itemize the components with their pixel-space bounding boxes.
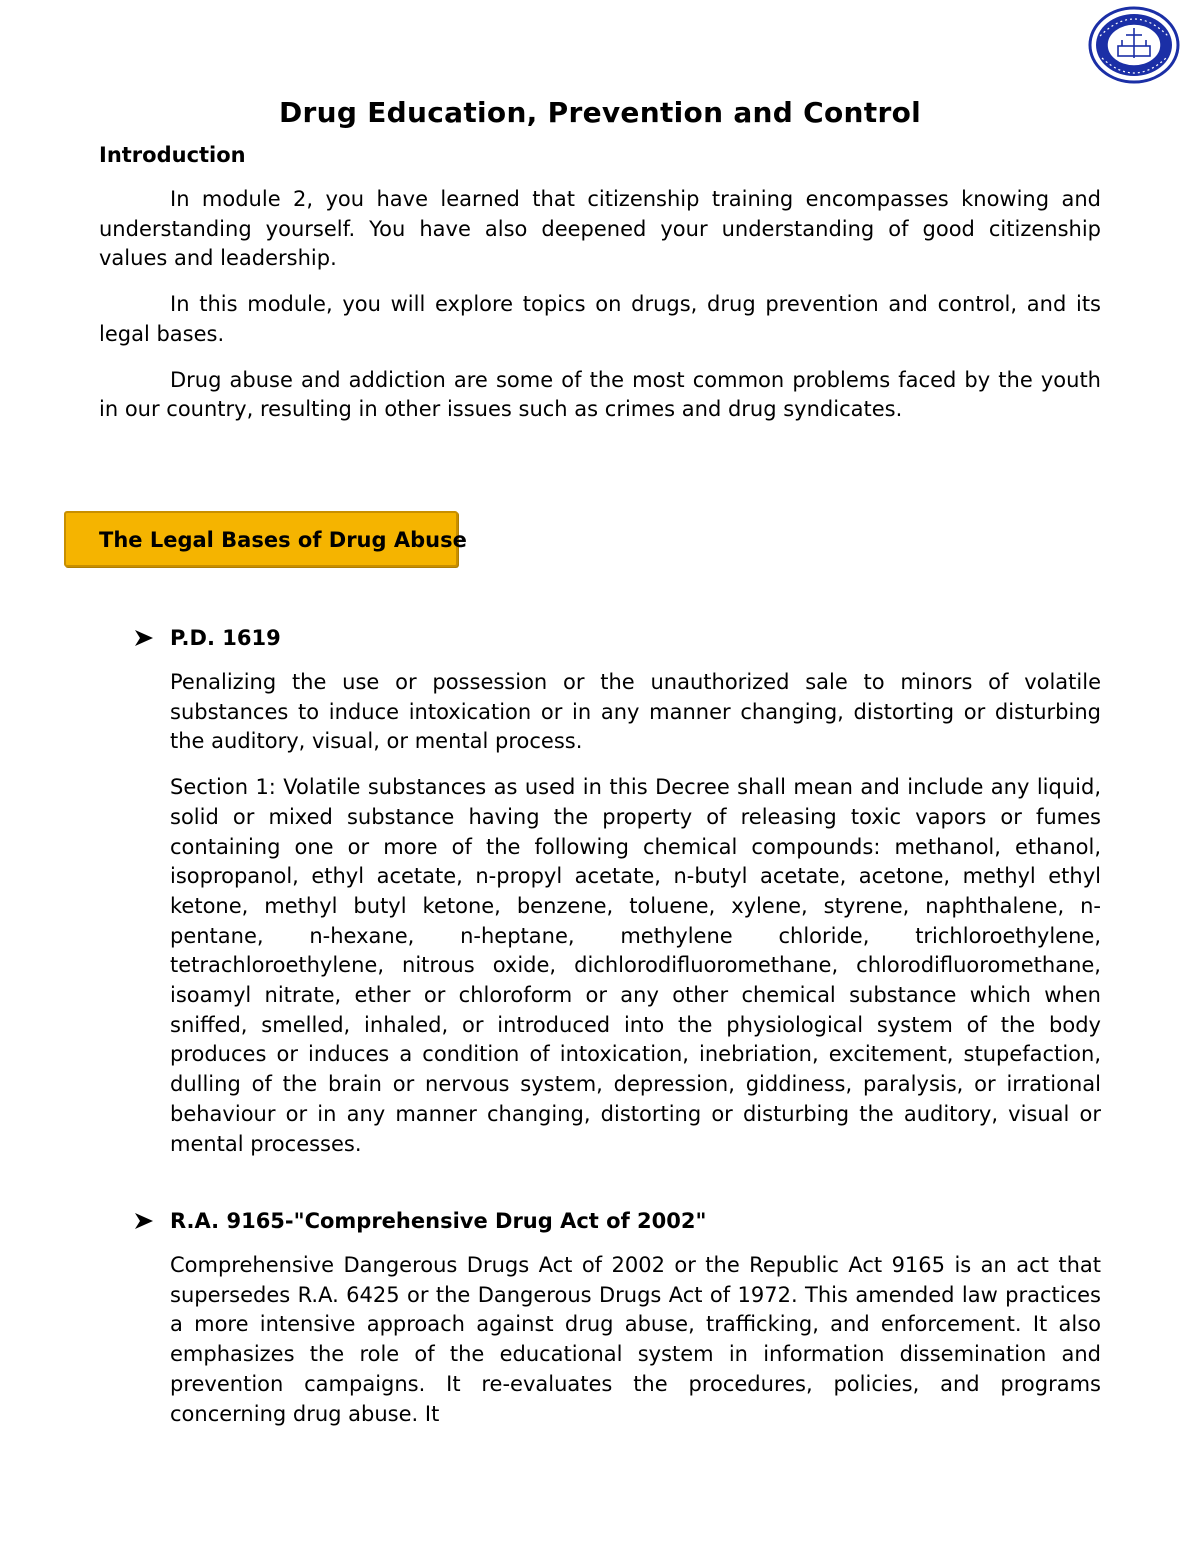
law-paragraph: Section 1: Volatile substances as used in this Decree shall mean and include any liquid, solid or mixed substance having the property of releasing toxic vapors or fumes containing one or more of the following chemical compounds: methanol, ethanol, isopropanol, ethyl acetate, n-propyl acetate, n-butyl acetate, acetone, methyl ethyl ketone, methyl butyl ketone, benzene, toluene, xylene, styrene, naphthalene, n-pentane, n-hexane, n-heptane, methylene chloride, trichloroethylene, tetrachloroethylene, nitrous oxide, dichlorodifluoromethane, chlorodifluoromethane, isoamyl nitrate, ether or chloroform or any other chemical substance which when sniffed, smelled, inhaled, or introduced into the physiological system of the body produces or induces a condition of intoxication, inebriation, excitement, stupefaction, dulling of the brain or nervous system, depression, giddiness, paralysis, or irrational behaviour or in any manner changing, distorting or disturbing the auditory, visual or mental processes. [170, 775, 1101, 1156]
section-heading: The Legal Bases of Drug Abuse [99, 528, 467, 552]
document-title: Drug Education, Prevention and Control [278, 96, 922, 129]
law-paragraph: Penalizing the use or possession or the unauthorized sale to minors of volatile substances to induce intoxication or in any manner changing, distorting or disturbing the auditory, visual, or mental process. [170, 670, 1101, 754]
introduction-heading: Introduction [99, 143, 246, 167]
introduction-paragraph: Drug abuse and addiction are some of the most common problems faced by the youth in our country, resulting in other issues such as crimes and drug syndicates. [99, 367, 1101, 422]
university-seal-icon [1088, 6, 1180, 84]
document-body [99, 96, 1101, 441]
introduction-paragraph: In module 2, you have learned that citizenship training encompasses knowing and understanding yourself. You have also deepened your understanding of good citizenship values and leadership. [99, 187, 1101, 271]
law-item-ra-9165 [134, 1209, 1101, 1445]
introduction-paragraph: In this module, you will explore topics on drugs, drug prevention and control, and its legal bases. [99, 292, 1101, 346]
arrowhead-bullet-icon [134, 628, 154, 648]
law-title: R.A. 9165-"Comprehensive Drug Act of 2002" [170, 1209, 707, 1233]
law-item-pd-1619 [134, 626, 1101, 1175]
law-title: P.D. 1619 [170, 626, 281, 650]
law-paragraph: Comprehensive Dangerous Drugs Act of 2002 or the Republic Act 9165 is an act that supersedes R.A. 6425 or the Dangerous Drugs Act of 1972. This amended law practices a more intensive approach against drug abuse, trafficking, and enforcement. It also emphasizes the role of the educational system in information dissemination and prevention campaigns. It re-evaluates the procedures, policies, and programs concerning drug abuse. It [170, 1253, 1101, 1426]
arrowhead-bullet-icon [134, 1211, 154, 1231]
